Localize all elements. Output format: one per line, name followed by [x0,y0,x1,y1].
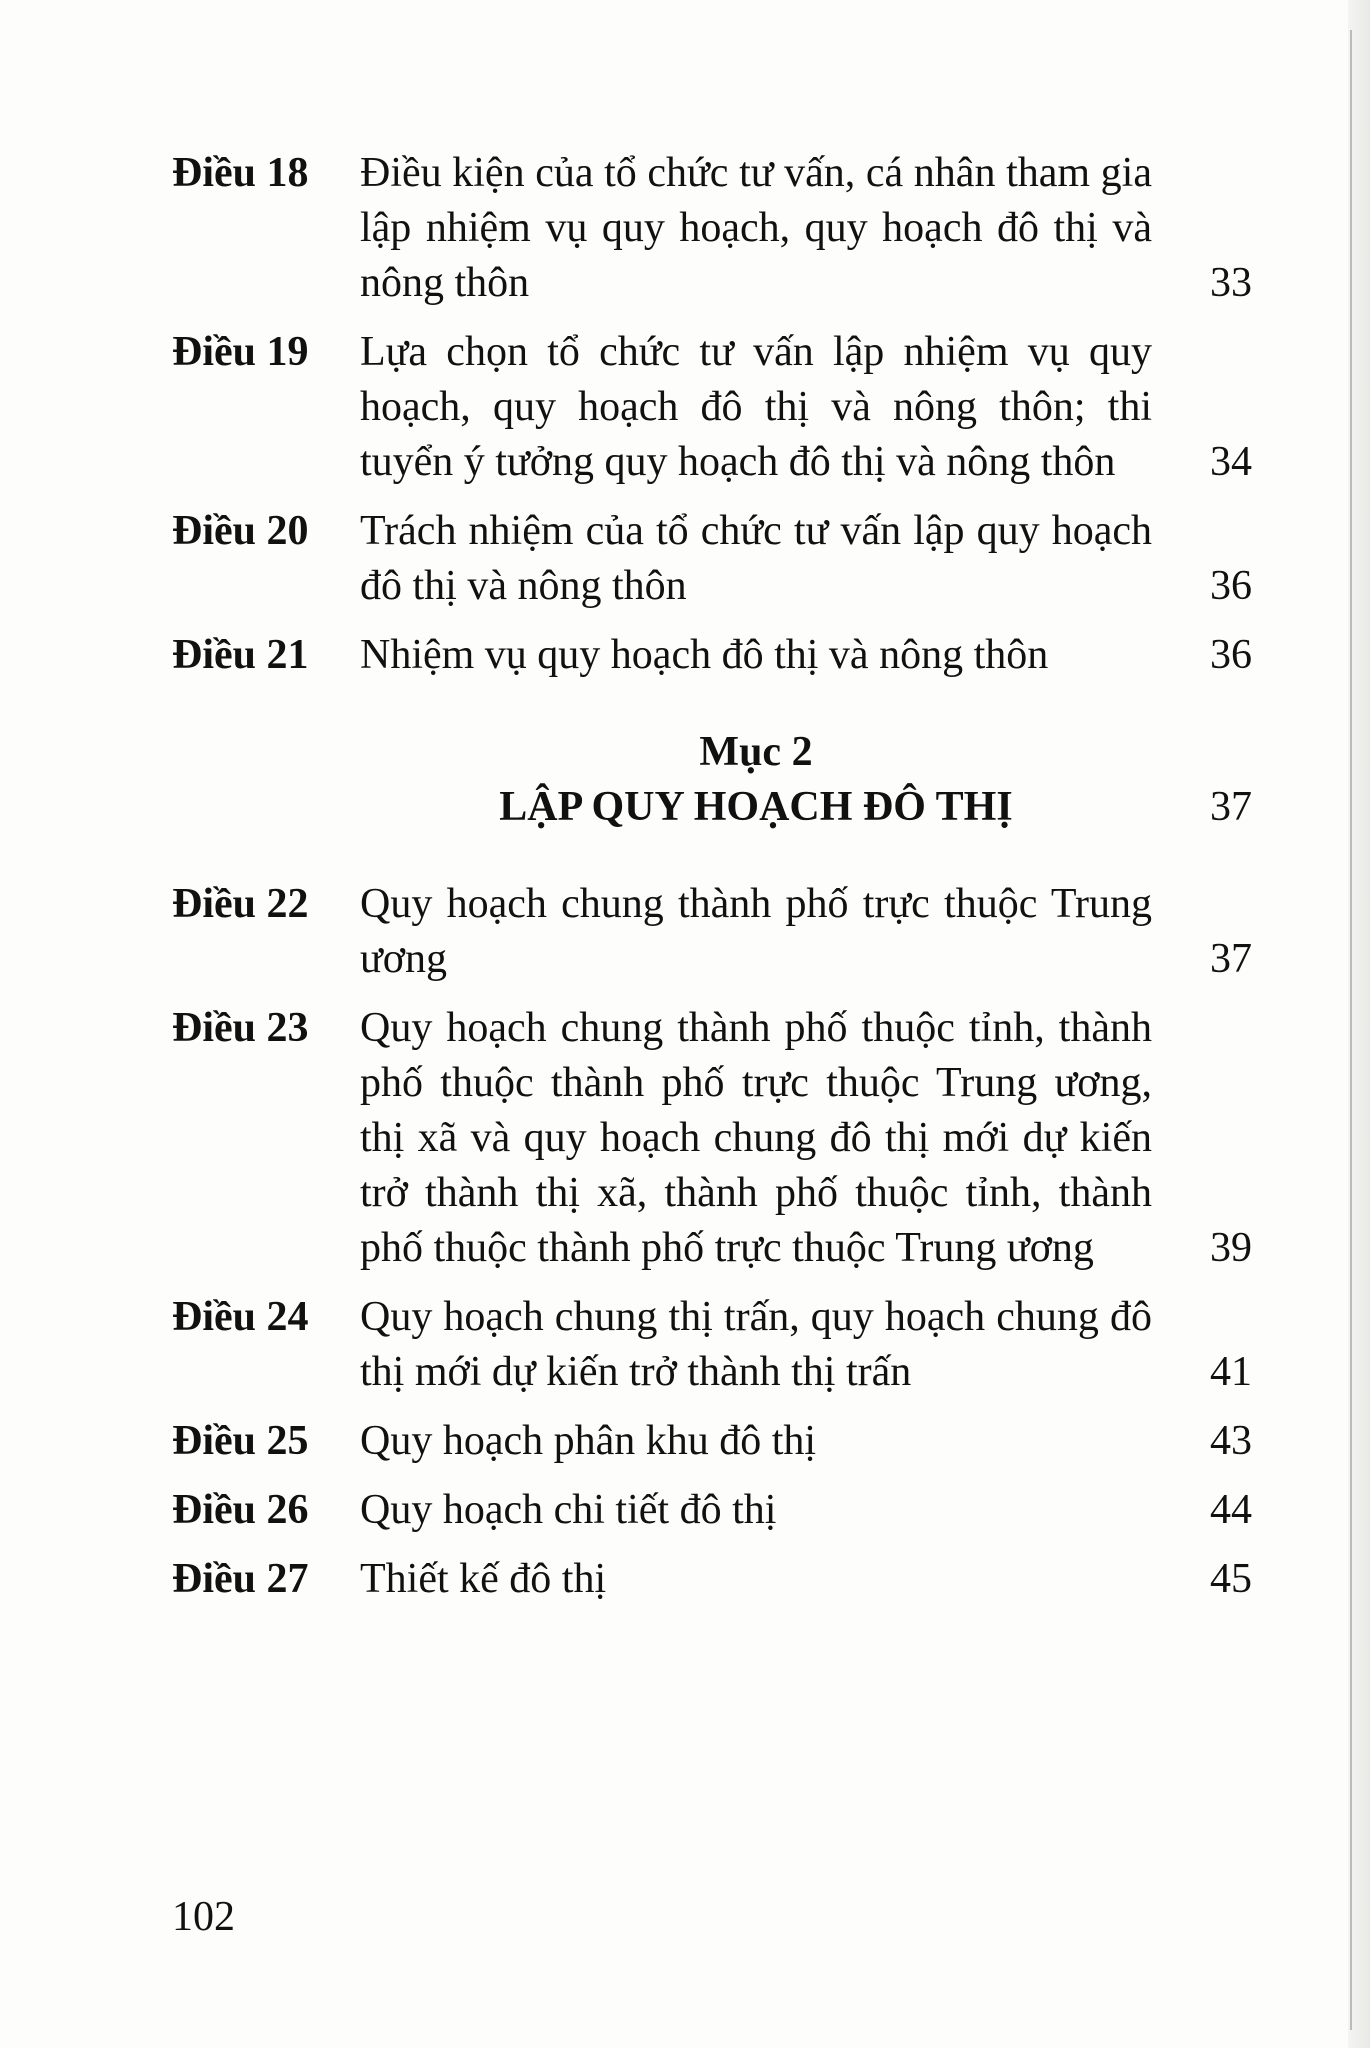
toc-entry-page: 43 [1210,1418,1252,1464]
toc-entry-label: Điều 20 [172,508,309,554]
page-number-footer: 102 [172,1894,235,1940]
toc-entry-page: 41 [1210,1349,1252,1395]
section-page: 37 [1210,784,1252,830]
toc-entry-dieu-24 [172,1290,1252,1400]
toc-entry-page: 33 [1210,260,1252,306]
toc-entry-title: Quy hoạch phân khu đô thị [360,1418,817,1464]
toc-entry-dieu-25 [172,1414,1252,1469]
page-edge-line [1350,30,1352,2030]
toc-entry-page: 36 [1210,563,1252,609]
toc-entry-title: Trách nhiệm của tổ chức tư vấn lập quy hoạch đô thị và nông thôn [360,508,1152,609]
toc-entry-title: Quy hoạch chung thị trấn, quy hoạch chung đô thị mới dự kiến trở thành thị trấn [360,1294,1152,1395]
toc-entry-label: Điều 24 [172,1294,309,1340]
toc-entry-title: Nhiệm vụ quy hoạch đô thị và nông thôn [360,632,1049,678]
toc-entry-title: Lựa chọn tổ chức tư vấn lập nhiệm vụ quy hoạch, quy hoạch đô thị và nông thôn; thi tuyển ý tưởng quy hoạch đô thị và nông thôn [360,329,1152,485]
toc-entry-label: Điều 22 [172,881,309,927]
toc-entry-label: Điều 26 [172,1487,309,1533]
toc-entry-label: Điều 21 [172,632,309,678]
toc-entry-dieu-26 [172,1483,1252,1538]
toc-entry-title: Thiết kế đô thị [360,1556,607,1602]
section-heading-block [172,725,1162,835]
toc-entry-title: Quy hoạch chung thành phố trực thuộc Trung ương [360,881,1152,982]
toc-section-muc-2 [172,725,1252,835]
toc-entry-title: Quy hoạch chung thành phố thuộc tỉnh, thành phố thuộc thành phố trực thuộc Trung ương, thị xã và quy hoạch chung đô thị mới dự kiến trở thành thị xã, thành phố thuộc tỉnh, thành phố thuộc thành phố trực thuộc Trung ương [360,1005,1152,1271]
toc-entry-label: Điều 27 [172,1556,309,1602]
toc-entry-dieu-22 [172,877,1252,987]
toc-entry-dieu-23 [172,1001,1252,1276]
toc-entry-page: 39 [1210,1225,1252,1271]
toc-entry-dieu-27 [172,1552,1252,1607]
toc-entry-label: Điều 18 [172,150,309,196]
toc-entry-dieu-20 [172,504,1252,614]
toc-entry-page: 45 [1210,1556,1252,1602]
toc-entry-page: 44 [1210,1487,1252,1533]
section-heading: Mục 2 [699,729,813,775]
table-of-contents [172,146,1252,1621]
toc-entry-dieu-18 [172,146,1252,311]
toc-entry-page: 36 [1210,632,1252,678]
toc-entry-page: 37 [1210,936,1252,982]
toc-entry-title: Điều kiện của tổ chức tư vấn, cá nhân tham gia lập nhiệm vụ quy hoạch, quy hoạch đô thị và nông thôn [360,150,1152,306]
toc-entry-label: Điều 23 [172,1005,309,1051]
toc-entry-dieu-21 [172,628,1252,683]
toc-entry-page: 34 [1210,439,1252,485]
toc-entry-dieu-19 [172,325,1252,490]
toc-entry-title: Quy hoạch chi tiết đô thị [360,1487,777,1533]
toc-entry-label: Điều 19 [172,329,309,375]
toc-entry-label: Điều 25 [172,1418,309,1464]
section-subheading: LẬP QUY HOẠCH ĐÔ THỊ [499,784,1013,830]
